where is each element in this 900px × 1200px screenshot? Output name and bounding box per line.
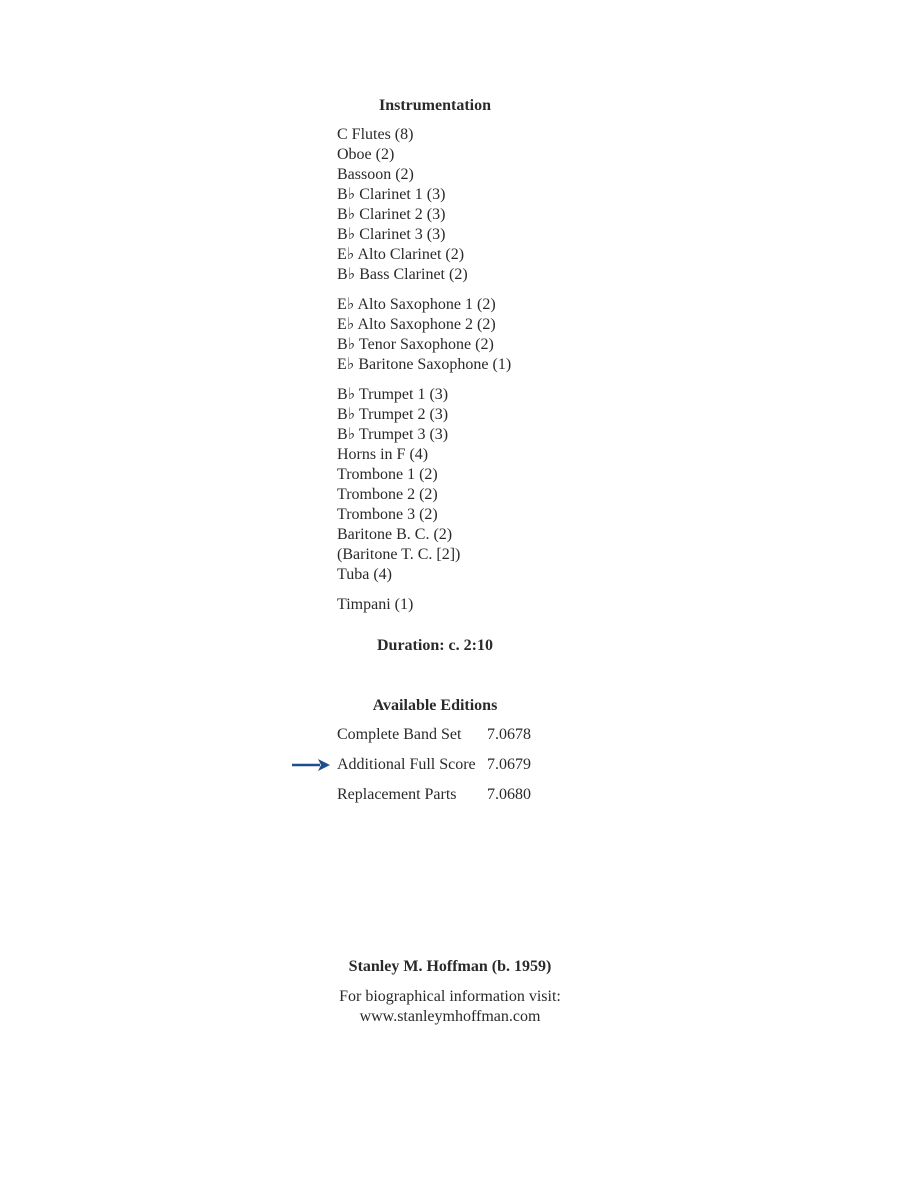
arrow-right-icon: [292, 759, 330, 771]
edition-number: 7.0680: [487, 786, 531, 803]
instrumentation-list: [337, 125, 511, 625]
instrument-item: B♭ Trumpet 3 (3): [337, 426, 449, 443]
instrument-item: Timpani (1): [337, 596, 414, 613]
duration: Duration: c. 2:10: [377, 637, 493, 654]
instrument-item: Trombone 1 (2): [337, 466, 438, 483]
instrument-item: B♭ Trumpet 2 (3): [337, 406, 449, 423]
edition-number: 7.0678: [487, 726, 531, 743]
instrument-item: B♭ Clarinet 3 (3): [337, 226, 446, 243]
composer-website-link[interactable]: www.stanleymhoffman.com: [359, 1008, 541, 1025]
instrument-item: Baritone B. C. (2): [337, 526, 453, 543]
instrument-item: E♭ Alto Clarinet (2): [337, 246, 465, 263]
instrument-item: Horns in F (4): [337, 446, 429, 463]
instrument-group: [337, 295, 511, 375]
instrument-item: B♭ Clarinet 1 (3): [337, 186, 446, 203]
instrument-group: [337, 595, 511, 615]
instrument-group: [337, 385, 511, 585]
instrument-item: Trombone 3 (2): [337, 506, 438, 523]
instrument-item: B♭ Clarinet 2 (3): [337, 206, 446, 223]
instrument-item: (Baritone T. C. [2]): [337, 546, 461, 563]
edition-number: 7.0679: [487, 756, 531, 773]
composer-name: Stanley M. Hoffman (b. 1959): [348, 958, 552, 975]
edition-name: Complete Band Set: [337, 726, 462, 743]
edition-name: Additional Full Score: [337, 756, 476, 773]
instrument-item: Trombone 2 (2): [337, 486, 438, 503]
edition-name: Replacement Parts: [337, 786, 457, 803]
bio-line: For biographical information visit:: [339, 988, 561, 1005]
instrument-item: Oboe (2): [337, 146, 395, 163]
bio-text: [300, 987, 600, 1027]
instrument-item: C Flutes (8): [337, 126, 414, 143]
instrument-item: B♭ Trumpet 1 (3): [337, 386, 449, 403]
instrument-item: Tuba (4): [337, 566, 392, 583]
instrument-item: E♭ Alto Saxophone 1 (2): [337, 296, 496, 313]
instrument-group: [337, 125, 511, 285]
instrumentation-heading: Instrumentation: [378, 97, 491, 114]
editions-heading: Available Editions: [372, 697, 498, 714]
instrument-item: B♭ Bass Clarinet (2): [337, 266, 468, 283]
instrument-item: E♭ Baritone Saxophone (1): [337, 356, 512, 373]
instrument-item: E♭ Alto Saxophone 2 (2): [337, 316, 496, 333]
instrument-item: B♭ Tenor Saxophone (2): [337, 336, 494, 353]
instrument-item: Bassoon (2): [337, 166, 414, 183]
